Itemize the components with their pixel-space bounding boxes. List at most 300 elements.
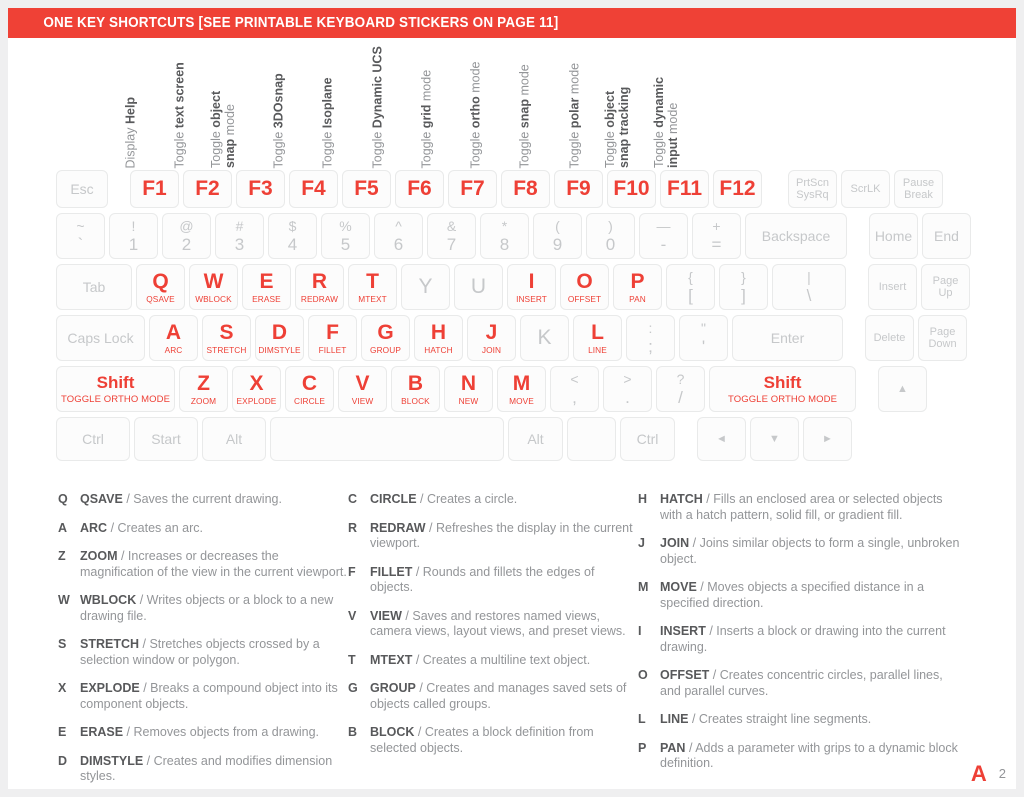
key-command-label: TOGGLE ORTHO MODE [727, 394, 838, 405]
key-label: F8 [513, 177, 538, 200]
legend-description: EXPLODE / Breaks a compound object into its component objects. [80, 681, 338, 711]
key-arrow-down-icon[interactable] [750, 417, 799, 461]
legend-description: CIRCLE / Creates a circle. [370, 492, 518, 506]
key-symbol-[interactable] [772, 264, 846, 310]
key-shifted-symbol: @ [179, 217, 194, 234]
key-shifted-symbol: : [648, 319, 653, 336]
key-label: Shift [763, 373, 802, 392]
key-letter: P [630, 269, 645, 293]
key-letter: J [485, 320, 498, 344]
legend-key: O [638, 668, 648, 682]
key-base-symbol: [ [688, 285, 693, 305]
key-label: F3 [248, 177, 273, 200]
key-command-label: JOIN [481, 344, 502, 355]
legend-key: Z [58, 549, 66, 563]
key-arrow-right-icon[interactable] [803, 417, 852, 461]
key-shift[interactable] [56, 366, 175, 412]
key-spacer [847, 315, 861, 361]
key-f9[interactable] [554, 170, 603, 208]
key-spacer [851, 213, 865, 259]
shortcut-legend [58, 492, 966, 798]
legend-entry-group [348, 681, 638, 712]
key-command-label: ERASE [252, 293, 281, 304]
key-shifted-symbol: | [807, 268, 811, 285]
key-n[interactable] [444, 366, 493, 412]
key-symbol-[interactable] [679, 315, 728, 361]
legend-key: L [638, 712, 646, 726]
key-base-symbol: ] [741, 285, 746, 305]
key-shifted-symbol: # [235, 217, 244, 234]
key-symbol-[interactable] [692, 213, 741, 259]
legend-entry-explode [58, 681, 348, 712]
legend-entry-wblock [58, 593, 348, 624]
key-label: F1 [142, 177, 167, 200]
key-w[interactable] [189, 264, 238, 310]
key-command-label: STRETCH [206, 344, 247, 355]
key-delete[interactable] [865, 315, 914, 361]
key-base-symbol: ; [648, 336, 653, 356]
key-spacer [679, 417, 693, 461]
legend-key: G [348, 681, 358, 695]
keyboard-row-shift [56, 366, 908, 412]
legend-description: LINE / Creates straight line segments. [660, 712, 872, 726]
key-label: Shift [96, 373, 135, 392]
key-letter: X [249, 371, 264, 395]
function-caption-f4: Toggle 3DOsnap [271, 72, 286, 168]
key-shifted-symbol: ( [555, 217, 560, 234]
legend-key: I [638, 624, 642, 638]
key-f11[interactable] [660, 170, 709, 208]
key-label: F10 [613, 177, 650, 200]
key-j[interactable] [467, 315, 516, 361]
arrow-glyph: ◄ [716, 433, 727, 445]
key-letter: L [591, 320, 604, 344]
key-command-label: REDRAW [300, 293, 339, 304]
page-footer [971, 763, 1006, 785]
key-k[interactable] [520, 315, 569, 361]
key-symbol-[interactable] [56, 213, 105, 259]
key-symbol-8[interactable] [480, 213, 529, 259]
key-base-symbol: - [660, 234, 667, 254]
key-q[interactable] [136, 264, 185, 310]
legend-description: ERASE / Removes objects from a drawing. [80, 725, 319, 739]
key-base-symbol: 6 [393, 234, 404, 254]
key-command-label: PAN [629, 293, 646, 304]
key-command-label: FILLET [318, 344, 347, 355]
banner-title: ONE KEY SHORTCUTS [SEE PRINTABLE KEYBOARD STICKERS ON PAGE 11] [43, 15, 559, 31]
key-shifted-symbol: % [339, 217, 352, 234]
key-f1[interactable] [130, 170, 179, 208]
legend-entry-qsave [58, 492, 348, 508]
key-d[interactable] [255, 315, 304, 361]
key-symbol-[interactable] [666, 264, 715, 310]
legend-description: WBLOCK / Writes objects or a block to a new drawing file. [80, 593, 334, 623]
section-banner [8, 8, 1016, 38]
key-shifted-symbol: { [688, 268, 693, 285]
legend-key: E [58, 725, 67, 739]
key-label: Page Down [928, 326, 957, 350]
key-tab[interactable] [56, 264, 132, 310]
key-ctrl[interactable] [620, 417, 675, 461]
legend-key: A [58, 520, 68, 535]
key-letter: C [301, 371, 318, 395]
legend-entry-dimstyle [58, 754, 348, 785]
page-edge-left [0, 0, 8, 797]
key-start[interactable] [134, 417, 198, 461]
key-i[interactable] [507, 264, 556, 310]
key-label: F2 [195, 177, 220, 200]
legend-key: B [348, 725, 358, 739]
legend-entry-circle [348, 492, 638, 508]
autodesk-logo-icon: A [970, 761, 987, 786]
key-command-label: OFFSET [567, 293, 602, 304]
key-command-label: EXPLODE [236, 395, 277, 406]
key-a[interactable] [149, 315, 198, 361]
legend-entry-stretch [58, 637, 348, 668]
arrow-glyph: ► [822, 433, 833, 445]
key-base-symbol: 9 [552, 234, 563, 254]
key-symbol-5[interactable] [321, 213, 370, 259]
key-prtscn[interactable] [788, 170, 837, 208]
key-g[interactable] [361, 315, 410, 361]
key-base-symbol: \ [806, 285, 812, 305]
key-symbol-7[interactable] [427, 213, 476, 259]
key-letter: I [528, 269, 535, 293]
legend-entry-arc [58, 521, 348, 537]
key-f6[interactable] [395, 170, 444, 208]
legend-entry-move [638, 580, 966, 611]
key-z[interactable] [179, 366, 228, 412]
legend-key: D [58, 753, 68, 768]
key-f10[interactable] [607, 170, 656, 208]
key-u[interactable] [454, 264, 503, 310]
key-e[interactable] [242, 264, 291, 310]
function-caption-f8: Toggle ortho mode [468, 61, 483, 168]
key-base-symbol: 8 [499, 234, 510, 254]
key-shifted-symbol: ) [608, 217, 613, 234]
key-base-symbol: ` [77, 234, 84, 254]
legend-description: QSAVE / Saves the current drawing. [80, 492, 282, 506]
function-caption-f3: Toggle object snap mode [208, 90, 237, 168]
key-symbol-1[interactable] [109, 213, 158, 259]
key-h[interactable] [414, 315, 463, 361]
key-f4[interactable] [289, 170, 338, 208]
legend-entry-join [638, 536, 966, 567]
key-ctrl[interactable] [56, 417, 130, 461]
key-letter: G [377, 320, 394, 344]
key-command-label: ARC [164, 344, 183, 355]
key-home[interactable] [869, 213, 918, 259]
legend-column-1 [58, 492, 348, 798]
key-label: F12 [719, 177, 756, 200]
key-label: Caps Lock [67, 330, 134, 346]
keyboard-diagram [56, 170, 959, 466]
key-pause[interactable] [894, 170, 943, 208]
key-symbol-2[interactable] [162, 213, 211, 259]
key-caps-lock[interactable] [56, 315, 145, 361]
key-alt[interactable] [508, 417, 563, 461]
key-f3[interactable] [236, 170, 285, 208]
key-label: Insert [878, 281, 907, 293]
key-end[interactable] [922, 213, 971, 259]
key-command-label: INSERT [516, 293, 547, 304]
key-base-symbol: 5 [340, 234, 351, 254]
key-base-symbol: 1 [128, 234, 139, 254]
legend-entry-insert [638, 624, 966, 655]
key-f7[interactable] [448, 170, 497, 208]
key-shifted-symbol: ! [131, 217, 136, 234]
arrow-glyph: ▼ [769, 433, 780, 445]
key-o[interactable] [560, 264, 609, 310]
key-y[interactable] [401, 264, 450, 310]
key-base-symbol: . [625, 387, 630, 407]
function-caption-f7: Toggle grid mode [419, 69, 434, 168]
key-spacer [766, 170, 784, 208]
legend-key: H [638, 492, 648, 506]
key-insert[interactable] [868, 264, 917, 310]
function-caption-f9: Toggle snap mode [517, 63, 532, 168]
key-command-label: DIMSTYLE [258, 344, 301, 355]
key-letter: E [259, 269, 274, 293]
key-f8[interactable] [501, 170, 550, 208]
key-label: Start [151, 431, 181, 447]
key-shifted-symbol: * [501, 217, 508, 234]
key-s[interactable] [202, 315, 251, 361]
legend-entry-mtext [348, 653, 638, 669]
legend-description: HATCH / Fills an enclosed area or selected objects with a hatch pattern, solid fill, or gradient fill. [660, 492, 943, 522]
key-base-symbol: 0 [605, 234, 616, 254]
key-label: End [934, 228, 959, 244]
key-enter[interactable] [732, 315, 843, 361]
key-command-label: NEW [458, 395, 479, 406]
key-letter: S [219, 320, 234, 344]
key-letter: A [165, 320, 182, 344]
key-label: Tab [82, 279, 106, 295]
key-letter: V [355, 371, 370, 395]
arrow-glyph: ▲ [897, 383, 908, 395]
legend-description: BLOCK / Creates a block definition from selected objects. [370, 725, 594, 755]
legend-entry-zoom [58, 549, 348, 580]
key-symbol-[interactable] [626, 315, 675, 361]
key-page[interactable] [918, 315, 967, 361]
key-symbol-[interactable] [639, 213, 688, 259]
key-f5[interactable] [342, 170, 391, 208]
key-label: Backspace [761, 228, 831, 244]
key-command-label: MOVE [509, 395, 534, 406]
key-shifted-symbol: ? [676, 370, 685, 387]
key-label: Home [874, 228, 913, 244]
key-alt[interactable] [202, 417, 266, 461]
legend-description: INSERT / Inserts a block or drawing into the current drawing. [660, 624, 946, 654]
key-symbol-[interactable] [603, 366, 652, 412]
legend-entry-pan [638, 741, 966, 772]
key-t[interactable] [348, 264, 397, 310]
key-command-label: QSAVE [146, 293, 175, 304]
key-base-symbol: 3 [234, 234, 245, 254]
key-shifted-symbol: + [712, 217, 721, 234]
key-blank[interactable] [270, 417, 504, 461]
legend-column-3 [638, 492, 966, 798]
key-scrlk[interactable] [841, 170, 890, 208]
key-letter: K [537, 326, 552, 349]
key-shifted-symbol: ^ [395, 217, 402, 234]
key-label: Enter [770, 330, 805, 346]
key-label: F5 [354, 177, 379, 200]
key-command-label: GROUP [370, 344, 401, 355]
key-symbol-3[interactable] [215, 213, 264, 259]
page-edge-top [0, 0, 1024, 8]
key-p[interactable] [613, 264, 662, 310]
key-symbol-0[interactable] [586, 213, 635, 259]
key-shifted-symbol: $ [288, 217, 297, 234]
key-shifted-symbol: ~ [76, 217, 85, 234]
key-base-symbol: , [572, 387, 577, 407]
legend-entry-line [638, 712, 966, 728]
legend-description: MOVE / Moves objects a specified distance in a specified direction. [660, 580, 925, 610]
legend-description: GROUP / Creates and manages saved sets of objects called groups. [370, 681, 627, 711]
legend-description: VIEW / Saves and restores named views, camera views, layout views, and preset views. [370, 608, 626, 638]
legend-key: R [348, 520, 358, 535]
function-caption-f10: Toggle polar mode [567, 62, 582, 168]
key-page[interactable] [921, 264, 970, 310]
legend-entry-view [348, 609, 638, 640]
function-caption-f11: Toggle object snap tracking [603, 86, 631, 168]
key-command-label: HATCH [424, 344, 453, 355]
key-label: F9 [566, 177, 591, 200]
keyboard-row-modifier [56, 417, 904, 461]
key-x[interactable] [232, 366, 281, 412]
legend-description: ZOOM / Increases or decreases the magnification of the view in the current viewport. [80, 549, 347, 579]
function-caption-f6: Toggle Dynamic UCS [370, 45, 384, 168]
key-letter: U [470, 275, 487, 298]
key-command-label: BLOCK [401, 395, 430, 406]
key-label: Pause Break [902, 177, 935, 201]
key-letter: N [460, 371, 477, 395]
legend-description: DIMSTYLE / Creates and modifies dimension styles. [80, 753, 333, 783]
legend-entry-offset [638, 668, 966, 699]
key-letter: Z [197, 371, 210, 395]
function-caption-f2: Toggle text screen [172, 61, 187, 168]
legend-description: STRETCH / Stretches objects crossed by a selection window or polygon. [80, 637, 320, 667]
legend-entry-hatch [638, 492, 966, 523]
legend-key: P [638, 740, 647, 755]
key-base-symbol: 7 [446, 234, 457, 254]
key-base-symbol: = [711, 234, 722, 254]
key-esc[interactable] [56, 170, 108, 208]
key-m[interactable] [497, 366, 546, 412]
key-label: F7 [460, 177, 485, 200]
key-arrow-up-icon[interactable] [878, 366, 927, 412]
key-label: Ctrl [636, 431, 659, 447]
key-label: F4 [301, 177, 326, 200]
key-v[interactable] [338, 366, 387, 412]
legend-description: OFFSET / Creates concentric circles, parallel lines, and parallel curves. [660, 668, 943, 698]
key-label: Ctrl [82, 431, 104, 447]
key-label: F11 [666, 177, 703, 200]
legend-key: Q [58, 492, 68, 506]
key-command-label: VIEW [351, 395, 374, 406]
key-letter: O [576, 269, 593, 293]
key-label: F6 [407, 177, 432, 200]
key-letter: R [311, 269, 328, 293]
key-symbol-6[interactable] [374, 213, 423, 259]
key-shifted-symbol: > [623, 370, 632, 387]
key-shifted-symbol: < [570, 370, 579, 387]
key-label: Alt [225, 431, 243, 447]
legend-entry-redraw [348, 521, 638, 552]
key-letter: H [430, 320, 447, 344]
legend-description: ARC / Creates an arc. [80, 520, 203, 535]
key-command-label: CIRCLE [293, 395, 326, 406]
key-base-symbol: ' [701, 336, 706, 356]
legend-key: V [348, 608, 357, 623]
legend-key: J [638, 536, 645, 550]
key-symbol-[interactable] [719, 264, 768, 310]
legend-column-2 [348, 492, 638, 798]
key-base-symbol: / [678, 387, 683, 407]
legend-key: F [348, 564, 356, 579]
page-number: 2 [998, 766, 1006, 781]
key-symbol-[interactable] [656, 366, 705, 412]
key-command-label: ZOOM [190, 395, 217, 406]
function-caption-f5: Toggle Isoplane [320, 76, 335, 168]
key-command-label: TOGGLE ORTHO MODE [60, 394, 171, 405]
key-f2[interactable] [183, 170, 232, 208]
legend-description: FILLET / Rounds and fillets the edges of objects. [370, 564, 595, 594]
key-r[interactable] [295, 264, 344, 310]
key-arrow-left-icon[interactable] [697, 417, 746, 461]
key-f12[interactable] [713, 170, 762, 208]
key-symbol-9[interactable] [533, 213, 582, 259]
key-base-symbol: 2 [181, 234, 192, 254]
legend-key: M [638, 580, 649, 594]
legend-description: REDRAW / Refreshes the display in the current viewport. [370, 520, 633, 550]
key-shift[interactable] [709, 366, 856, 412]
key-letter: T [366, 269, 379, 293]
key-label: ScrLK [850, 183, 881, 195]
keyboard-row-home [56, 315, 957, 361]
key-label: Delete [873, 332, 906, 344]
key-f[interactable] [308, 315, 357, 361]
key-symbol-4[interactable] [268, 213, 317, 259]
key-letter: D [271, 320, 288, 344]
legend-entry-erase [58, 725, 348, 741]
key-b[interactable] [391, 366, 440, 412]
legend-entry-fillet [348, 565, 638, 596]
function-caption-f12: Toggle dynamic input mode [652, 76, 680, 168]
key-spacer [850, 264, 864, 310]
key-letter: Y [418, 275, 433, 298]
key-shifted-symbol: } [741, 268, 746, 285]
key-shifted-symbol: & [446, 217, 457, 234]
key-spacer [860, 366, 874, 412]
keyboard-row-function [56, 170, 935, 208]
legend-key: T [348, 652, 356, 667]
key-c[interactable] [285, 366, 334, 412]
key-command-label: LINE [588, 344, 607, 355]
legend-key: C [348, 492, 358, 506]
key-l[interactable] [573, 315, 622, 361]
key-command-label: MTEXT [358, 293, 387, 304]
key-base-symbol: 4 [287, 234, 298, 254]
key-blank[interactable] [567, 417, 616, 461]
keyboard-row-number [56, 213, 959, 259]
key-symbol-[interactable] [550, 366, 599, 412]
key-label: PrtScn SysRq [795, 177, 829, 201]
legend-description: MTEXT / Creates a multiline text object. [370, 652, 591, 667]
key-spacer [112, 170, 126, 208]
key-backspace[interactable] [745, 213, 847, 259]
